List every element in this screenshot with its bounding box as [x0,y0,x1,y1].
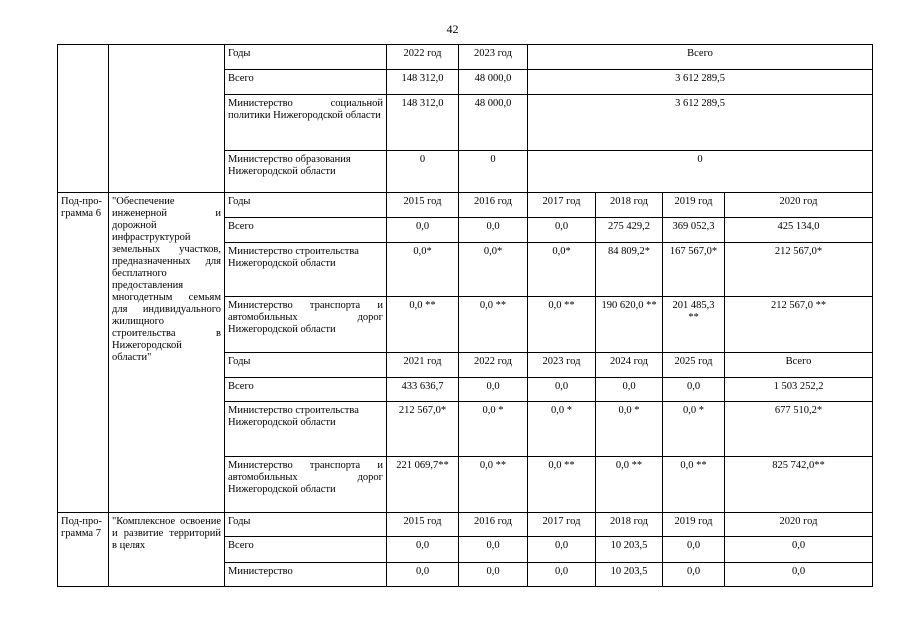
cell-value: 48 000,0 [459,70,528,95]
year-header: 2022 год [387,45,459,70]
cell-value: 84 809,2* [596,243,663,297]
year-header: 2023 год [528,353,596,378]
cell-value: 201 485,3 ** [663,297,725,353]
year-header: 2017 год [528,193,596,218]
cell-value: 190 620,0 ** [596,297,663,353]
cell-value: 167 567,0* [663,243,725,297]
year-header: 2020 год [725,513,873,537]
year-header: Всего [725,353,873,378]
cell-value: 0,0* [459,243,528,297]
cell-value: 0,0 ** [459,297,528,353]
year-header: 2024 год [596,353,663,378]
cell-value: 0,0 [528,218,596,243]
year-header: 2018 год [596,193,663,218]
cell-value: 0,0 * [459,402,528,457]
row-label: Всего [225,537,387,563]
cell-value: 0,0 ** [663,457,725,513]
year-header: 2019 год [663,513,725,537]
cell-value: 0,0 [459,218,528,243]
cell-value: 433 636,7 [387,378,459,402]
cell-value: 0,0 [528,563,596,587]
cell-value: 148 312,0 [387,95,459,151]
cell-value: 10 203,5 [596,563,663,587]
cell-value: 148 312,0 [387,70,459,95]
cell-value: 0,0 [387,218,459,243]
cell-value: 221 069,7** [387,457,459,513]
year-header: 2020 год [725,193,873,218]
cell-value: 0,0 [459,537,528,563]
years-label: Годы [225,353,387,378]
cell-value: 0,0 [528,537,596,563]
total-header: Всего [528,45,873,70]
cell-value: 0 [528,151,873,193]
cell-value: 0,0 ** [387,297,459,353]
row-label: Министерство образования Нижегородской области [225,151,387,193]
years-label: Годы [225,45,387,70]
years-label: Годы [225,513,387,537]
cell-value: 0,0 ** [528,297,596,353]
cell-value: 825 742,0** [725,457,873,513]
cell-value: 0,0 [663,378,725,402]
cell-value: 0,0 * [596,402,663,457]
row-label: Всего [225,218,387,243]
row-label: Министерство строительства Нижегородской области [225,243,387,297]
cell-value: 0,0 [387,563,459,587]
subprogram-code: Под-про-грамма 7 [58,513,109,587]
cell-value: 0,0 * [528,402,596,457]
row-label: Министерство транспорта и автомобильных дорог Нижегородской области [225,297,387,353]
cell-value: 0 [387,151,459,193]
page-number: 42 [446,22,459,36]
cell-value: 425 134,0 [725,218,873,243]
row-label: Министерство транспорта и автомобильных дорог Нижегородской области [225,457,387,513]
cell-value: 0,0 ** [596,457,663,513]
cell-value: 212 567,0* [387,402,459,457]
year-header: 2015 год [387,193,459,218]
cell-value: 0,0 [459,563,528,587]
cell-value: 0,0* [387,243,459,297]
row-label: Всего [225,378,387,402]
row-label: Министерство [225,563,387,587]
cell-value: 677 510,2* [725,402,873,457]
cell-value: 0,0 [725,563,873,587]
table-row [58,193,873,218]
cell-value: 0,0 [459,378,528,402]
cell-value: 1 503 252,2 [725,378,873,402]
year-header: 2025 год [663,353,725,378]
cell-value: 48 000,0 [459,95,528,151]
subprogram-name: "Обеспечение инженерной и дорожной инфраструктурой земельных участков, предназначенных для бесплатного предоставления многодетным семьям для индивидуального жилищного строительства в Нижегородской области" [109,193,225,513]
row-label: Министерство социальной политики Нижегородской области [225,95,387,151]
cell-value: 0,0 [596,378,663,402]
year-header: 2019 год [663,193,725,218]
cell-value: 0 [459,151,528,193]
cell-value: 0,0 [725,537,873,563]
empty-cell [58,45,109,193]
year-header: 2015 год [387,513,459,537]
year-header: 2018 год [596,513,663,537]
table-row [58,45,873,70]
year-header: 2022 год [459,353,528,378]
cell-value: 0,0 ** [459,457,528,513]
year-header: 2023 год [459,45,528,70]
year-header: 2017 год [528,513,596,537]
budget-table [57,44,873,587]
cell-value: 0,0 [387,537,459,563]
year-header: 2016 год [459,193,528,218]
row-label: Министерство строительства Нижегородской области [225,402,387,457]
cell-value: 0,0* [528,243,596,297]
cell-value: 0,0 [663,563,725,587]
cell-value: 0,0 * [663,402,725,457]
cell-value: 275 429,2 [596,218,663,243]
empty-cell [109,45,225,193]
cell-value: 3 612 289,5 [528,70,873,95]
row-label: Всего [225,70,387,95]
cell-value: 0,0 [663,537,725,563]
subprogram-name: "Комплексное освоение и развитие территорий в целях [109,513,225,587]
cell-value: 0,0 ** [528,457,596,513]
subprogram-code: Под-про-грамма 6 [58,193,109,513]
cell-value: 369 052,3 [663,218,725,243]
year-header: 2021 год [387,353,459,378]
cell-value: 3 612 289,5 [528,95,873,151]
years-label: Годы [225,193,387,218]
cell-value: 212 567,0 ** [725,297,873,353]
year-header: 2016 год [459,513,528,537]
cell-value: 0,0 [528,378,596,402]
cell-value: 10 203,5 [596,537,663,563]
table-row [58,513,873,537]
cell-value: 212 567,0* [725,243,873,297]
